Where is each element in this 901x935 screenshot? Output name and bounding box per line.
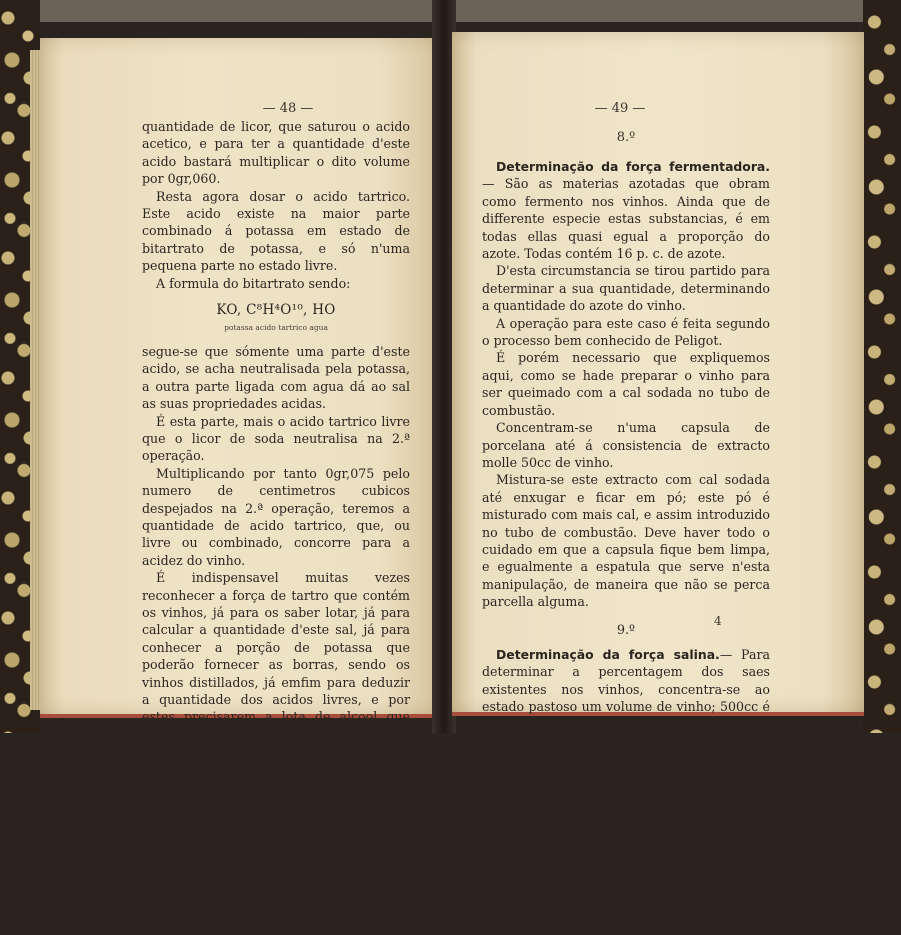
paragraph: N'este estado, expomos a capsula ao fogo vivo, até que as <box>482 821 770 854</box>
paragraph: segue-se que sómente uma parte d'este acido, se acha neutralisada pela potassa, a outra parte ligada com agua dá ao sal as suas propriedades acidas. <box>142 343 410 412</box>
paragraph: D'esta circumstancia se tirou partido para determinar a sua quantidade, determinando a quantidade do azote do vinho. <box>482 263 770 314</box>
left-page-body <box>142 118 410 935</box>
section-heading: Determinação da força fermentadora. <box>496 159 770 174</box>
section-number-9: 9.º <box>617 621 635 637</box>
formula-caption: potassa acido tartrico agua <box>224 323 328 333</box>
paragraph: É porém necessario que expliquemos aqui, como se hade preparar o vinho para ser queimado com a cal sodada no tubo de combustão. <box>482 350 770 418</box>
paragraph: A operação para este caso é feita segundo o processo bem conhecido de Peligot. <box>482 315 770 349</box>
paragraph: Resta agora dosar o acido tartrico. Este acido existe na maior parte combinado á potassa em estado de bitartrato de potassa, e só n'uma pequena parte no estado livre. <box>142 188 410 274</box>
paragraph: É indispensavel muitas vezes reconhecer a força de tartro que contém os vinhos, já para os saber lotar, já para calcular a quantidade d'este sal, já para conhecer a porção de potassa que poderão fornecer as borras, sendo os vinhos distillados, já emfim para deduzir a quantidade dos acidos livres, e por estes precisarem a lota de alcool que deverão levar para accelerar a essa etherificação. — Em qualquer d'estes casos poderá usar-se do processo do sr. Berthelot, que consiste em precipitar o tartro de um volume de vinho, ajuntar a este um volume quintuplo de uma mistura de ether e de alcool. — Filtrar, seccar e pesar o precipitado. — É conveniente eliminar do vinho o seu excesso de agua, concentrando a 1/3 ou a 1/4 pelo calor antes de fazer a mistura com o liquido precipitante. <box>142 570 410 934</box>
paragraph: — São as materias azotadas que obram como fermento nos vinhos. Ainda que de differente especie estas substancias, é em todas ellas quasi egual a proporção do azote. Todas contém 16 p. c. de azote. <box>482 176 770 262</box>
section-8-intro <box>482 158 770 262</box>
page-number-right: — 49 — <box>594 101 646 116</box>
paragraph: Multiplicando por tanto 0gr,075 pelo numero de centimetros cubicos despejados na 2.ª operação, teremos a quantidade de acido tartrico, que, ou livre ou combinado, concorre para a acidez do vinho. <box>142 465 410 568</box>
chemical-formula: KO, C⁸H⁴O¹⁰, HO <box>216 302 336 319</box>
paragraph: — Para determinar a percentagem dos saes existentes nos vinhos, concentra-se ao estado pastoso um volume de vinho; 500cc é a quantidade que geralmente tomamos para este ensaio. <box>482 646 770 749</box>
paragraph: Concentram-se n'uma capsula de porcelana até á consistencia de extracto molle 50cc de vinho. <box>482 420 770 470</box>
paragraph: quantidade de licor, que saturou o acido acetico, e para ter a quantidade d'este acido bastará multiplicar o dito volume por 0gr,060. <box>142 119 410 187</box>
paragraph: A formula do bitartrato sendo: <box>156 275 351 291</box>
paragraph: Quando o vinho se acha reduzido ao volume de 50cc, passámol-o para uma capsula de platina, aonde acaba de concentrar a secco. <box>482 751 770 819</box>
section-9-intro <box>482 646 770 750</box>
paragraph: É esta parte, mais o acido tartrico livre que o licor de soda neutralisa na 2.ª operação. <box>142 413 410 464</box>
right-page-body <box>482 158 770 855</box>
page-number-left: — 48 — <box>262 101 314 116</box>
paragraph: Mistura-se este extracto com cal sodada até enxugar e ficar em pó; este pó é misturado com mais cal, e assim introduzido no tubo de combustão. Deve haver todo o cuidado em que a capsula fique bem limpa, e egualmente a espatula que serve n'esta manipulação, de maneira que não se perca parcella alguma. <box>482 472 770 610</box>
marbled-cover-right <box>863 0 901 733</box>
section-heading: Determinação da força salina. <box>496 646 720 662</box>
section-number-8: 8.º <box>616 130 636 145</box>
signature-mark: 4 <box>714 614 722 628</box>
